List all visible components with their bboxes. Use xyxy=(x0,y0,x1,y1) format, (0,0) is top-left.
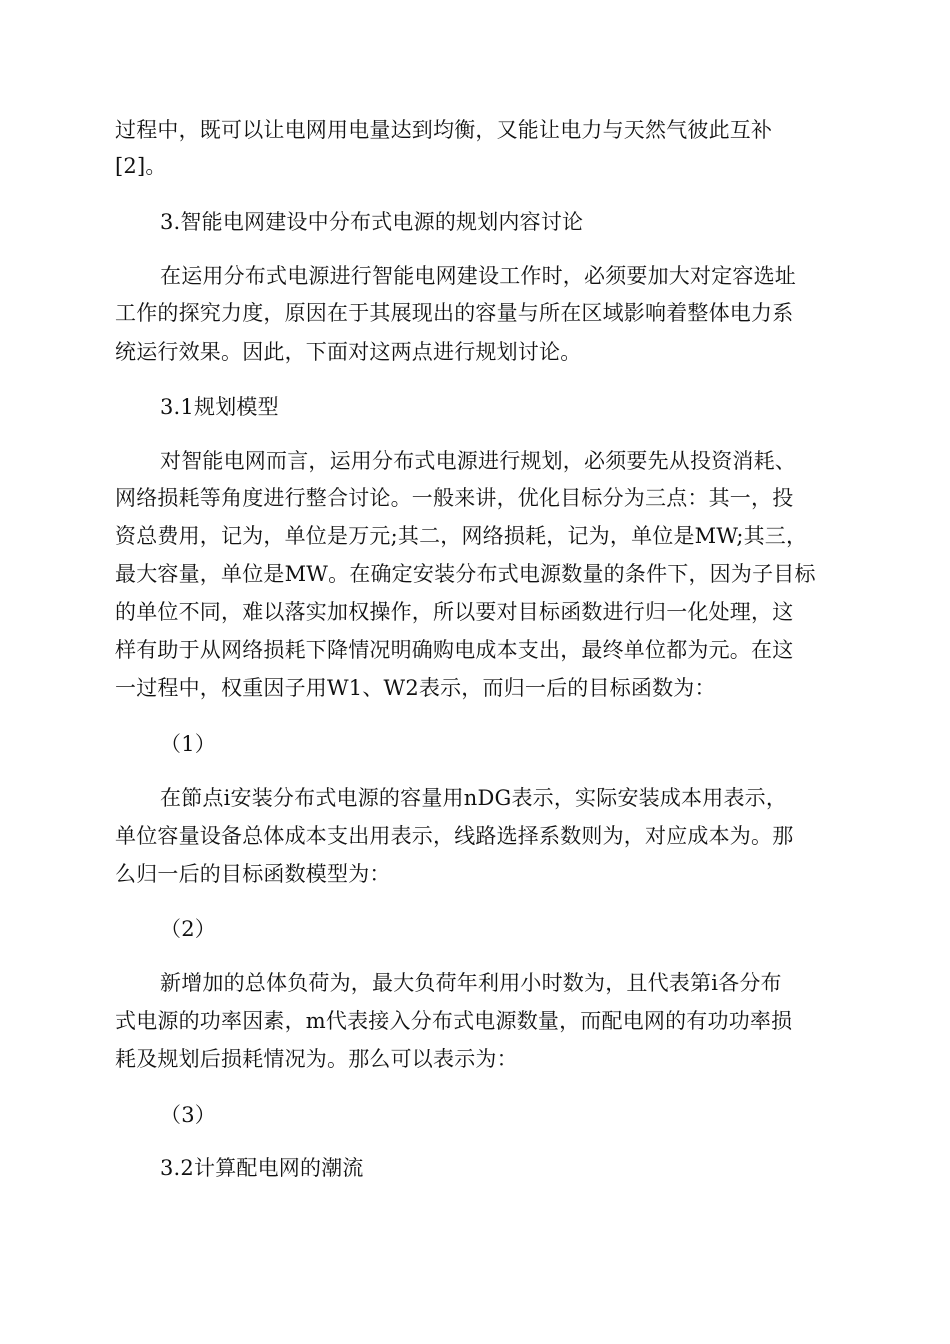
paragraph-line: [2]。 xyxy=(115,154,167,178)
equation-number: （3） xyxy=(160,1103,216,1127)
paragraph-line: 网络损耗等角度进行整合讨论。一般来讲，优化目标分为三点：其一，投 xyxy=(115,486,794,510)
paragraph-line: 么归一后的目标函数模型为： xyxy=(115,862,391,886)
paragraph-line: 新增加的总体负荷为，最大负荷年利用小时数为，且代表第i各分布 xyxy=(160,971,782,995)
paragraph-line: 工作的探究力度，原因在于其展现出的容量与所在区域影响着整体电力系 xyxy=(115,301,794,325)
paragraph-line: 在运用分布式电源进行智能电网建设工作时，必须要加大对定容选址 xyxy=(160,264,796,288)
paragraph-line: 在節点i安装分布式电源的容量用nDG表示，实际安装成本用表示， xyxy=(160,786,788,810)
subsection-heading: 3.1规划模型 xyxy=(160,395,279,419)
paragraph-line: 耗及规划后损耗情况为。那么可以表示为： xyxy=(115,1047,518,1071)
paragraph-line: 最大容量，单位是MW。在确定安装分布式电源数量的条件下，因为子目标 xyxy=(115,562,816,586)
paragraph-line: 统运行效果。因此，下面对这两点进行规划讨论。 xyxy=(115,340,582,364)
paragraph-line: 过程中，既可以让电网用电量达到均衡，又能让电力与天然气彼此互补 xyxy=(115,118,773,142)
paragraph-line: 单位容量设备总体成本支出用表示，线路选择系数则为，对应成本为。那 xyxy=(115,824,794,848)
subsection-heading: 3.2计算配电网的潮流 xyxy=(160,1156,364,1180)
paragraph-line: 对智能电网而言，运用分布式电源进行规划，必须要先从投资消耗、 xyxy=(160,449,796,473)
paragraph-line: 式电源的功率因素，m代表接入分布式电源数量，而配电网的有功功率损 xyxy=(115,1009,793,1033)
paragraph-line: 样有助于从网络损耗下降情况明确购电成本支出，最终单位都为元。在这 xyxy=(115,638,794,662)
paragraph-line: 资总费用，记为，单位是万元;其二，网络损耗，记为，单位是MW;其三， xyxy=(115,524,808,548)
paragraph-line: 一过程中，权重因子用W1、W2表示，而归一后的目标函数为： xyxy=(115,676,716,700)
section-heading: 3.智能电网建设中分布式电源的规划内容讨论 xyxy=(160,210,584,234)
equation-number: （1） xyxy=(160,732,216,756)
equation-number: （2） xyxy=(160,917,216,941)
paragraph-line: 的单位不同，难以落实加权操作，所以要对目标函数进行归一化处理，这 xyxy=(115,600,794,624)
